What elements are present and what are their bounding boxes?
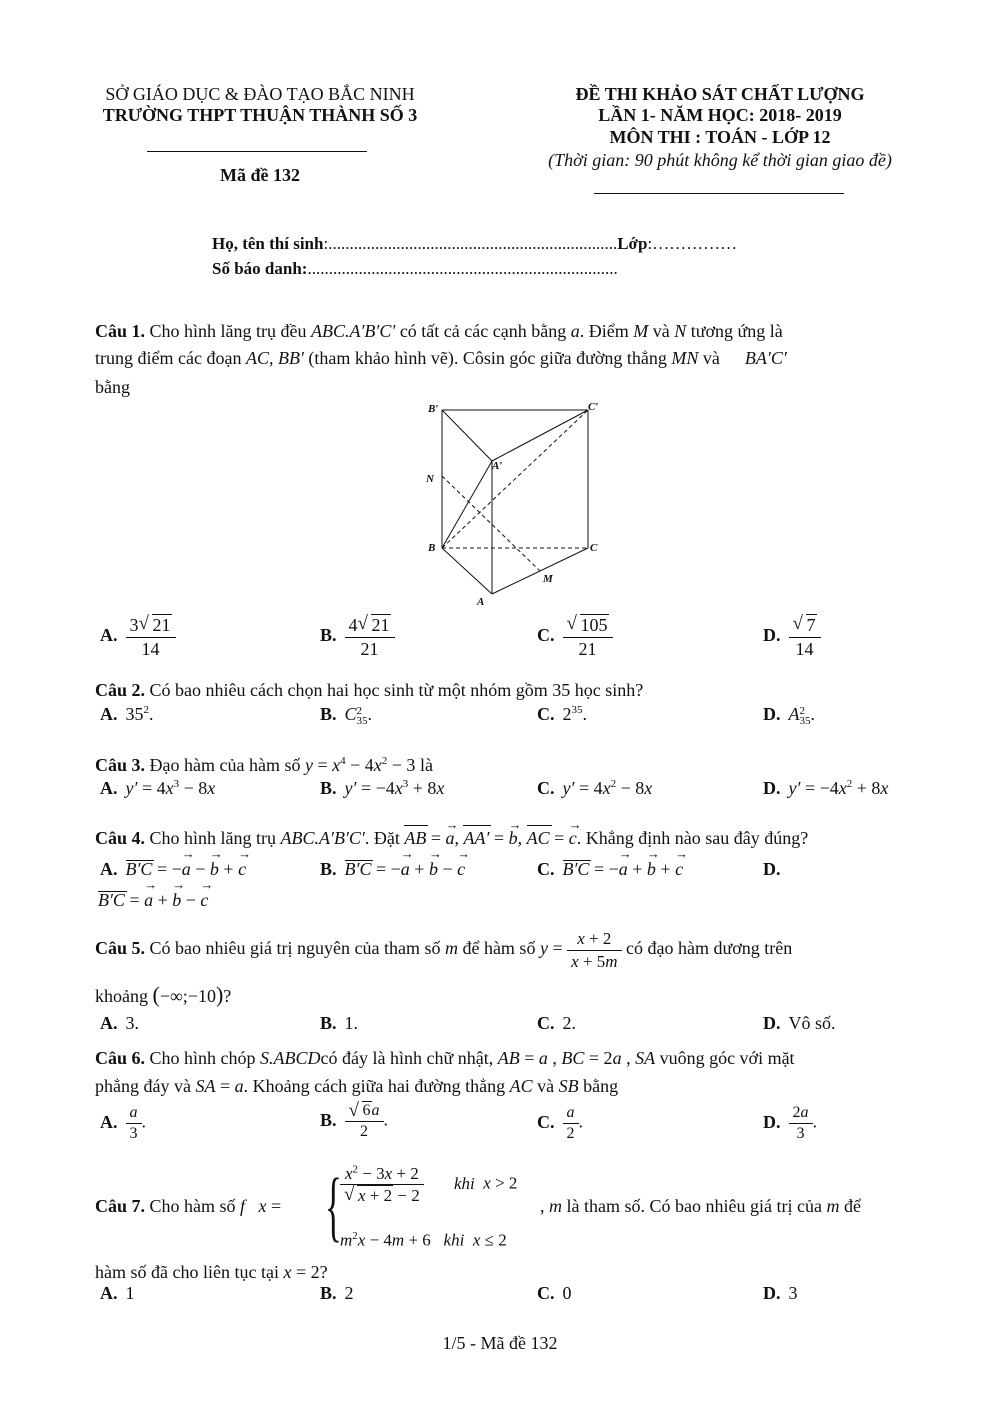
q1-text: có tất cả các cạnh bằng [395,321,571,341]
q4-text: Câu 4. Cho hình lăng trụ ABC.A′B′C′. Đặt AB = → a, AA′ = → b, AC = → c. Khẳng định nào sau đây đúng? [95,824,930,852]
q6-body: Cho hình chóp [145,1048,261,1068]
q6-line2: phẳng đáy và SA = a. Khoảng cách giữa hai đường thẳng AC và SB bằng [95,1076,619,1096]
option-label: B. [320,1283,337,1303]
option-label: D. [763,625,781,646]
q3-text: Câu 3. Đạo hàm của hàm số $y = x^4 - 4x^2 - 3$ là [95,755,433,775]
option-label: A. [100,778,118,798]
q5-option-c[interactable]: C. 2. [537,1013,576,1033]
q7-body: ? [319,1262,328,1282]
label-a1: A′ [492,460,503,472]
q5-body: có đạo hàm dương trên [621,938,793,959]
q6-option-c[interactable]: C. $\frac{a}{2}$ . [537,1104,583,1142]
q2-option-b[interactable]: B. C2 35. [320,704,373,727]
option-value: 1 [125,1283,135,1303]
q4-option-d[interactable] [763,859,789,880]
q1-label: Câu 1. [95,321,146,341]
q4-body: . Đặt [364,828,405,848]
option-value: Vô số. [788,1013,836,1033]
q1-text: . Điểm [579,321,634,341]
option-label: B. [320,859,337,879]
q7-piece1: $x^2 - 3x + 2$ √ x + 2 − 2 khi x > 2 [340,1163,517,1207]
q4-option-a[interactable]: A. B′C = −→ a − → b + → c [100,859,246,880]
q5-body: khoảng [95,986,153,1006]
q5-option-a[interactable]: A. 3. [100,1013,139,1033]
edge-bc1-hidden [442,410,588,548]
q7-khi: khi [453,1173,475,1193]
option-label: B. [320,1109,337,1130]
q3-label: Câu 3. [95,755,146,775]
q1-text: (tham khảo hình vẽ). Côsin góc giữa đường thẳng [303,348,672,368]
q6-body: bằng [578,1076,619,1096]
label-a: A [477,596,485,608]
q7-body: , [540,1196,549,1216]
option-value: 1 [344,1013,354,1033]
student-id-line [212,259,618,279]
q5-option-b[interactable]: B. 1. [320,1013,359,1033]
option-label: A. [100,1283,118,1303]
exam-code: Mã đề 132 [220,165,300,185]
q1-option-a[interactable]: A. $\frac{3√ 21}{14}$ [100,614,176,660]
option-label: B. [320,1013,337,1033]
q6-body: phẳng đáy và [95,1076,196,1096]
q6-body: có đáy là hình chữ nhật, [320,1048,498,1068]
exam-title: ĐỀ THI KHẢO SÁT CHẤT LƯỢNG [575,84,865,104]
q7-line1: Câu 7. Cho hàm số f x = [95,1196,282,1216]
q2-body: Có bao nhiêu cách chọn hai học sinh từ một nhóm gồm 35 học sinh? [145,680,644,700]
q1-text: Cho hình lăng trụ đều [145,321,311,341]
q2-option-a[interactable]: A. $35^2$. [100,704,154,724]
class-label: Lớp [617,234,648,253]
q6-body: . Khoảng cách giữa hai đường thẳng [243,1076,510,1096]
q3-option-c[interactable]: C. $y' = 4x^2 - 8x$ [537,778,653,798]
option-label: A. [100,704,118,724]
option-value: 0 [562,1283,572,1303]
edge-ba [442,548,492,594]
q7-line1-end: , m là tham số. Có bao nhiêu giá trị của m để [540,1196,861,1216]
label-c1: C′ [588,401,599,413]
q1-option-b[interactable]: B. $\frac{4√ 21}{21}$ [320,614,395,660]
q5-interval: khoảng (−∞;−10)? [95,982,232,1007]
header-underline-right [594,193,844,194]
q2-text [95,676,930,704]
q1-text: và [648,321,675,341]
q5-option-d[interactable] [763,1013,836,1034]
header-underline-left [147,151,367,152]
option-value: 2 [562,1013,572,1033]
q7-brace: { [325,1162,342,1249]
q1-text: tương ứng là [686,321,783,341]
option-label: D. [763,1283,781,1303]
q4-body: . Khẳng định nào sau đây đúng? [576,828,809,848]
q4-body: Cho hình lăng trụ [145,828,281,848]
edge-a1c1 [492,410,588,461]
q7-option-d[interactable] [763,1283,798,1304]
exam-duration: (Thời gian: 90 phút không kể thời gian giao đề) [548,150,892,170]
option-label: C. [537,1283,555,1303]
option-label: C. [537,1013,555,1033]
option-label: C. [537,778,555,798]
q3-option-d[interactable]: D. $y' = -4x^2 + 8x$ [763,778,889,798]
option-value: 3 [788,1283,798,1303]
q5-body: để hàm số [457,938,540,959]
q6-line1: Câu 6. Cho hình chóp S.ABCDcó đáy là hình chữ nhật, AB = a , BC = 2a , SA vuông góc với mặt [95,1048,795,1068]
q1-line1: Câu 1. Cho hình lăng trụ đều ABC.A′B′C′ có tất cả các cạnh bằng a. Điểm M và N tương ứng là [95,321,783,341]
edge-b1a1 [442,410,492,461]
q1-text: trung điểm các đoạn [95,348,246,368]
q1-text: và [698,348,725,368]
option-label: D. [763,704,781,724]
q7-option-a[interactable] [100,1283,135,1304]
q3-body-end: là [415,755,433,775]
q1-option-c[interactable]: C. √ $\frac{105}{21}$ [537,614,613,660]
label-b: B [428,542,436,554]
option-label: D. [763,1111,781,1132]
option-label: D. [763,778,781,798]
exam-subject: MÔN THI : TOÁN - LỚP 12 [609,127,831,147]
q6-label: Câu 6. [95,1048,146,1068]
q3-body: Đạo hàm của hàm số [145,755,305,775]
school-name: TRƯỜNG THPT THUẬN THÀNH SỐ 3 [102,105,418,125]
q5-body: ? [223,986,232,1006]
label-c: C [590,542,598,554]
q5-body: Có bao nhiêu giá trị nguyên của tham số [145,938,445,959]
option-label: C. [537,704,555,724]
q6-option-b[interactable]: B. √ $\frac{6a}{2}$ . [320,1101,388,1142]
q1-text: bằng [95,377,130,397]
q5-label: Câu 5. [95,938,146,959]
name-label: Họ, tên thí sinh [212,234,324,253]
option-value: 3 [125,1013,135,1033]
q1-line3 [95,373,930,401]
q7-piece2: $m^2x - 4m + 6$ khi x ≤ 2 [340,1230,507,1250]
edge-ba1 [442,461,492,548]
option-label: C. [537,625,555,646]
q4-option-c[interactable]: C. B′C = −→ a + → b + → c [537,859,683,880]
option-label: A. [100,1111,118,1132]
option-label: A. [100,625,118,646]
q1-line2: trung điểm các đoạn AC, BB′ (tham khảo hình vẽ). Côsin góc giữa đường thẳng MN và BA′C′ [95,348,787,368]
option-label: C. [537,859,555,879]
q4-label: Câu 4. [95,828,146,848]
q2-option-d[interactable]: D. A2 35. [763,704,815,727]
q2-label: Câu 2. [95,680,146,700]
option-label: B. [320,778,337,798]
option-label: A. [100,859,118,879]
id-label: Số báo danh: [212,259,308,278]
q2-option-c[interactable]: C. $2^{35}$. [537,704,587,724]
class-dots[interactable]: :…………… [647,234,738,253]
q4-option-d-value[interactable]: B′C = → a + → b − → c [98,890,208,911]
option-value: 2 [344,1283,354,1303]
q6-option-a[interactable]: A. $\frac{a}{3}$ . [100,1104,146,1142]
q3-option-b[interactable]: B. $y' = -4x^3 + 8x$ [320,778,445,798]
name-dots[interactable]: :.................................................................... [323,234,618,253]
q5-text: Câu 5. Có bao nhiêu giá trị nguyên của tham số m để hàm số y = $\frac{x + 2}{x + 5m}$ có đạo hàm dương trên [95,929,793,971]
label-b1: B′ [428,403,439,415]
q7-khi: khi [443,1230,465,1250]
segment-mn [442,476,540,571]
option-label: C. [537,1111,555,1132]
option-label: B. [320,704,337,724]
q7-label: Câu 7. [95,1196,146,1216]
id-dots[interactable]: ......................................................................... [307,259,618,278]
option-label: B. [320,625,337,646]
q6-body: vuông góc với mặt [655,1048,795,1068]
school-department: SỞ GIÁO DỤC & ĐÀO TẠO BẮC NINH [105,84,415,104]
q7-body: Cho hàm số [145,1196,241,1216]
q1-option-d[interactable]: D. √ $\frac{7}{14}$ [763,614,821,660]
exam-session: LẦN 1- NĂM HỌC: 2018- 2019 [598,105,842,125]
q7-option-b[interactable] [320,1283,354,1304]
page-footer: 1/5 - Mã đề 132 [442,1333,558,1353]
q7-body: để [839,1196,861,1216]
student-name-line [212,234,737,254]
label-m: M [543,573,553,585]
q4-option-b[interactable]: B. B′C = −→ a + → b − → c [320,859,465,880]
option-label: A. [100,1013,118,1033]
option-label: D. [763,1013,781,1033]
q7-option-c[interactable] [537,1283,572,1304]
q6-option-d[interactable]: D. $\frac{2a}{3}$ . [763,1104,817,1142]
option-label: D. [763,859,781,879]
q7-body: hàm số đã cho liên tục tại [95,1262,284,1282]
prism-figure [420,398,610,613]
q6-body: và [532,1076,559,1096]
q7-body: là tham số. Có bao nhiêu giá trị của [562,1196,827,1216]
q7-line2: hàm số đã cho liên tục tại x = 2? [95,1262,328,1282]
label-n: N [426,473,434,485]
q3-option-a[interactable]: A. $y' = 4x^3 - 8x$ [100,778,216,798]
